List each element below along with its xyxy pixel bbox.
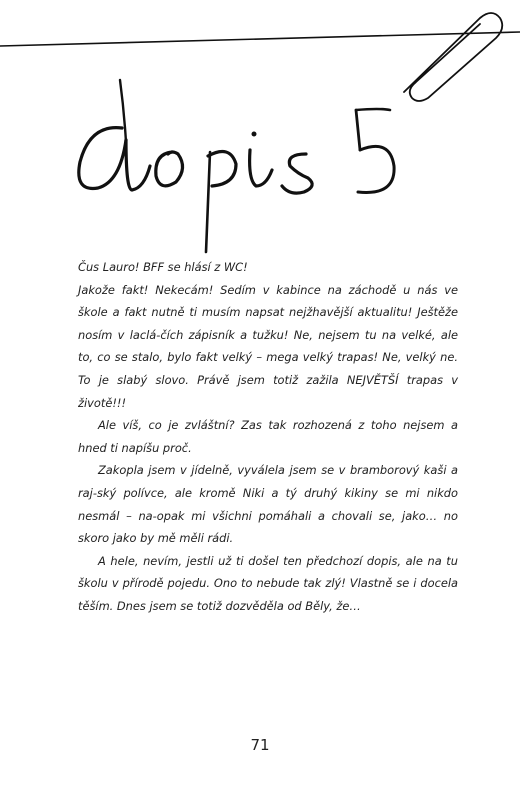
page-number: 71 (250, 736, 270, 754)
letter-paragraph: A hele, nevím, jestli už ti došel ten předchozí dopis, ale na tu školu v přírodě pojedu. Ono to nebude tak zlý! Vlastně se i docela těším. Dnes jsem se totiž dozvěděla od Běly, že… (78, 553, 458, 613)
letter-paragraph: Jakože fakt! Nekecám! Sedím v kabince na záchodě u nás ve škole a fakt nutně ti musím napsat nejžhavější aktualitu! Ještěže nosím v laclá-čích zápisník a tužku! Ne, nejsem tu na velké, ale to, co se stalo, bylo fakt velký – mega velký trapas! Ne, velký ne. To je slabý slovo. Právě jsem totiž zažila NEJVĚTŠÍ trapas v životě!!! (78, 282, 458, 410)
letter-paragraph: Ale víš, co je zvláštní? Zas tak rozhozená z toho nejsem a hned ti napíšu proč. (78, 418, 458, 455)
paperclip-icon (388, 4, 508, 104)
letter-body (78, 256, 458, 618)
handwritten-title (60, 70, 400, 255)
letter-greeting: Čus Lauro! BFF se hlásí z WC! (78, 260, 248, 274)
letter-paragraph: Zakopla jsem v jídelně, vyválela jsem se v bramborový kaši a raj-ský polívce, ale kromě Niki a tý druhý kikiny se mi nikdo nesmál – na-opak mi všichni pomáhali a chovali se, jako… no skoro jako by mě měli rádi. (78, 463, 458, 546)
